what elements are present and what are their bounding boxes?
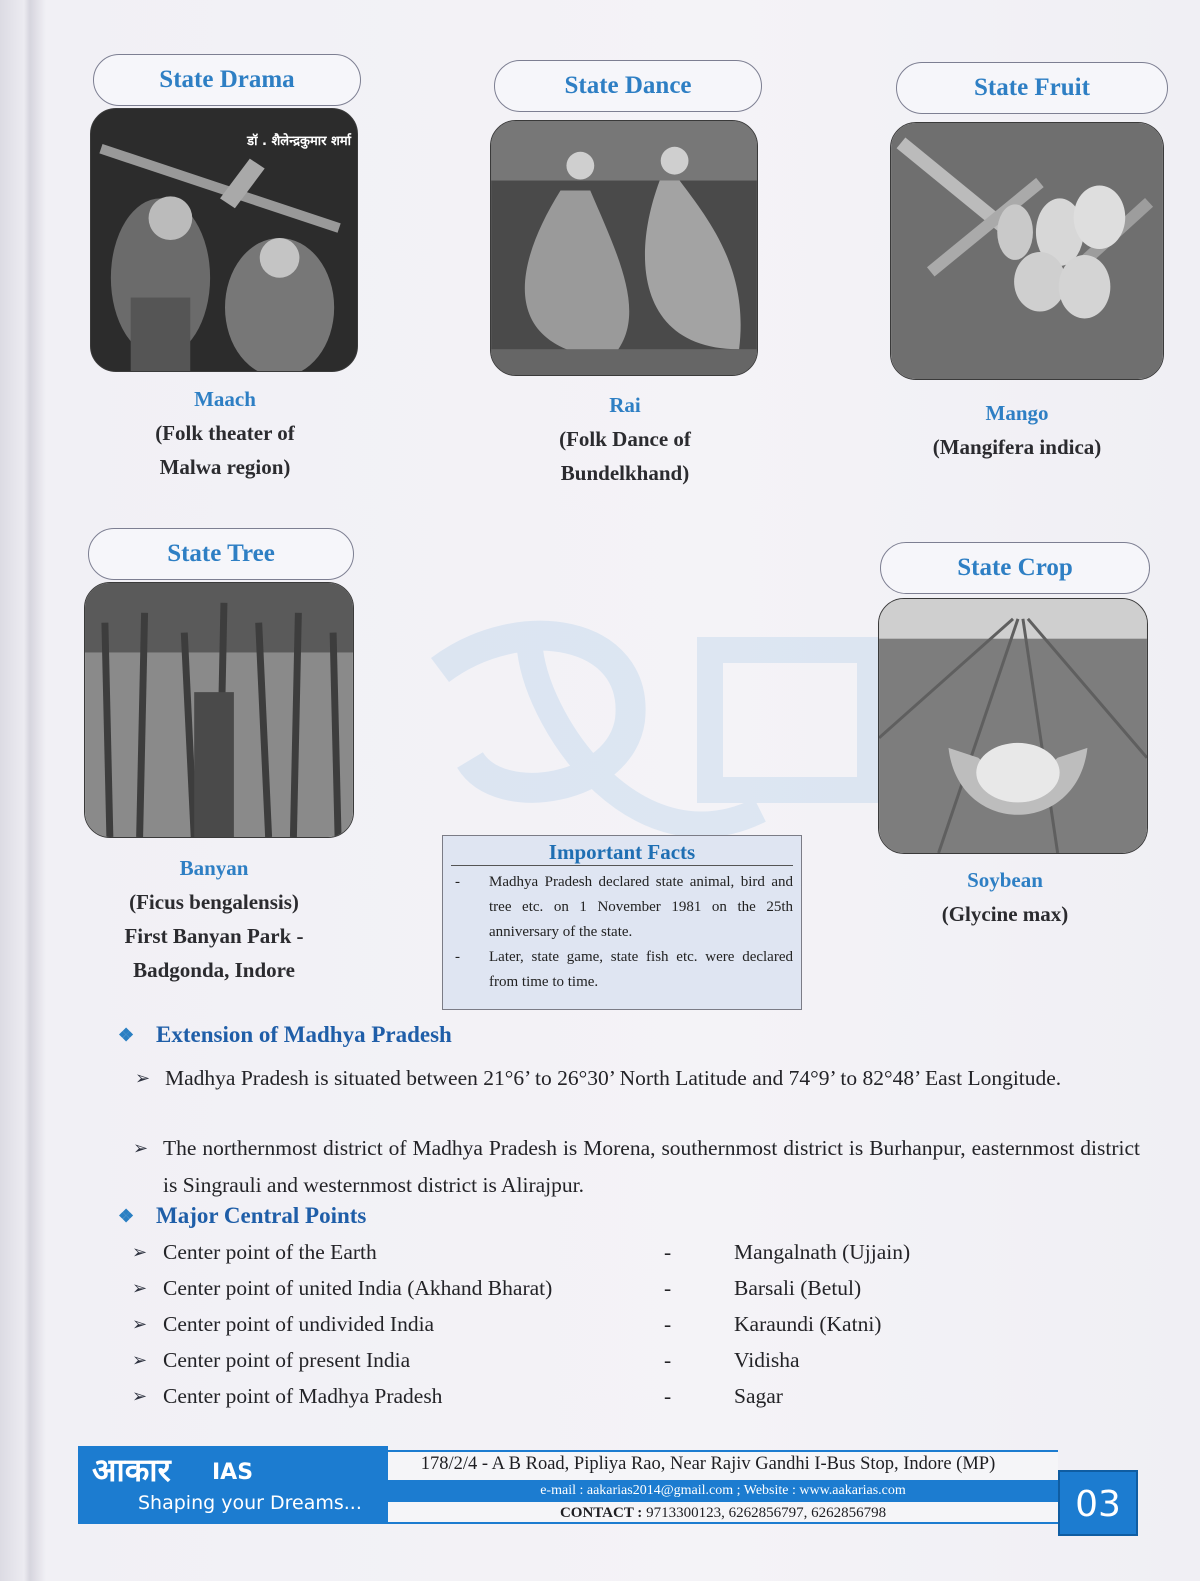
maach-photo xyxy=(90,108,358,372)
address-text: 178/2/4 - A B Road, Pipliya Rao, Near Rajiv Gandhi I-Bus Stop, Indore (MP) xyxy=(420,1454,996,1474)
banyan-name: Banyan xyxy=(179,856,249,880)
mango-image-icon xyxy=(891,123,1163,379)
diamond-bullet-icon: ❖ xyxy=(118,1205,135,1226)
soybean-caption: Soybean (Glycine max) xyxy=(890,863,1120,931)
contact-info xyxy=(388,1450,1058,1524)
rai-image-icon xyxy=(491,121,757,375)
arrow-bullet-icon: ➢ xyxy=(132,1350,148,1370)
extension-bullet: ➢ The northernmost district of Madhya Pradesh is Morena, southernmost district is Burhanpur, easternmost district is Singrauli and westernmost district is Alirajpur. xyxy=(163,1130,1140,1204)
soybean-photo xyxy=(878,598,1148,854)
tagline: Shaping your Dreams... xyxy=(138,1492,362,1514)
central-points-heading: ❖ Major Central Points xyxy=(118,1203,367,1228)
state-tree-heading: State Tree xyxy=(88,528,354,580)
arrow-bullet-icon: ➢ xyxy=(132,1278,148,1298)
central-point-row: ➢ Center point of undivided India - Karaundi (Katni) xyxy=(132,1312,882,1336)
extension-bullet: ➢ Madhya Pradesh is situated between 21°6’ to 26°30’ North Latitude and 74°9’ to 82°48’ East Longitude. xyxy=(165,1060,1140,1097)
banyan-image-icon xyxy=(85,583,353,837)
arrow-bullet-icon: ➢ xyxy=(132,1242,148,1262)
rai-photo xyxy=(490,120,758,376)
central-point-row: ➢ Center point of united India (Akhand Bharat) - Barsali (Betul) xyxy=(132,1276,862,1300)
arrow-bullet-icon: ➢ xyxy=(133,1138,149,1158)
photo-credit-text: डॉ . शैलेन्द्रकुमार शर्मा xyxy=(247,134,351,149)
banyan-caption: Banyan (Ficus bengalensis) First Banyan Park - Badgonda, Indore xyxy=(94,851,334,987)
banyan-photo xyxy=(84,582,354,838)
important-facts-list xyxy=(443,866,801,995)
soybean-name: Soybean xyxy=(967,868,1043,892)
central-point-row: ➢ Center point of present India - Vidisha xyxy=(132,1348,800,1372)
contact-numbers: 9713300123, 6262856797, 6262856798 xyxy=(646,1505,887,1521)
contact-line: CONTACT : 9713300123, 6262856797, 6262856798 xyxy=(559,1505,887,1521)
rai-caption: Rai (Folk Dance of Bundelkhand) xyxy=(510,388,740,490)
brand-logo xyxy=(78,1446,388,1524)
central-point-row: ➢ Center point of Madhya Pradesh - Sagar xyxy=(132,1384,783,1408)
arrow-bullet-icon: ➢ xyxy=(132,1314,148,1334)
important-facts-title: Important Facts xyxy=(451,836,793,866)
extension-heading: ❖ Extension of Madhya Pradesh xyxy=(118,1022,452,1047)
soybean-image-icon xyxy=(879,599,1147,853)
mango-caption: Mango (Mangifera indica) xyxy=(900,396,1134,464)
diamond-bullet-icon: ❖ xyxy=(118,1024,135,1045)
email-website-bar: e-mail : aakarias2014@gmail.com ; Website : www.aakarias.com xyxy=(388,1480,1058,1502)
arrow-bullet-icon: ➢ xyxy=(132,1386,148,1406)
maach-name: Maach xyxy=(194,387,256,411)
page-number: 03 xyxy=(1058,1470,1138,1536)
fact-item: - Madhya Pradesh declared state animal, bird and tree etc. on 1 November 1981 on the 25th anniversary of the state. xyxy=(451,870,793,945)
important-facts-box xyxy=(442,835,802,1010)
logo-ias-text: IAS xyxy=(212,1460,254,1485)
mango-name: Mango xyxy=(985,401,1049,425)
fact-item: - Later, state game, state fish etc. were declared from time to time. xyxy=(451,945,793,995)
arrow-bullet-icon: ➢ xyxy=(135,1068,151,1088)
mango-photo xyxy=(890,122,1164,380)
rai-name: Rai xyxy=(609,393,641,417)
state-drama-heading: State Drama xyxy=(93,54,361,106)
state-crop-heading: State Crop xyxy=(880,542,1150,594)
logo-hindi-text: आकार xyxy=(92,1451,171,1489)
page-footer xyxy=(78,1446,1138,1538)
state-dance-heading: State Dance xyxy=(494,60,762,112)
maach-caption: Maach (Folk theater of Malwa region) xyxy=(110,382,340,484)
central-point-row: ➢ Center point of the Earth - Mangalnath (Ujjain) xyxy=(132,1240,911,1264)
state-fruit-heading: State Fruit xyxy=(896,62,1168,114)
